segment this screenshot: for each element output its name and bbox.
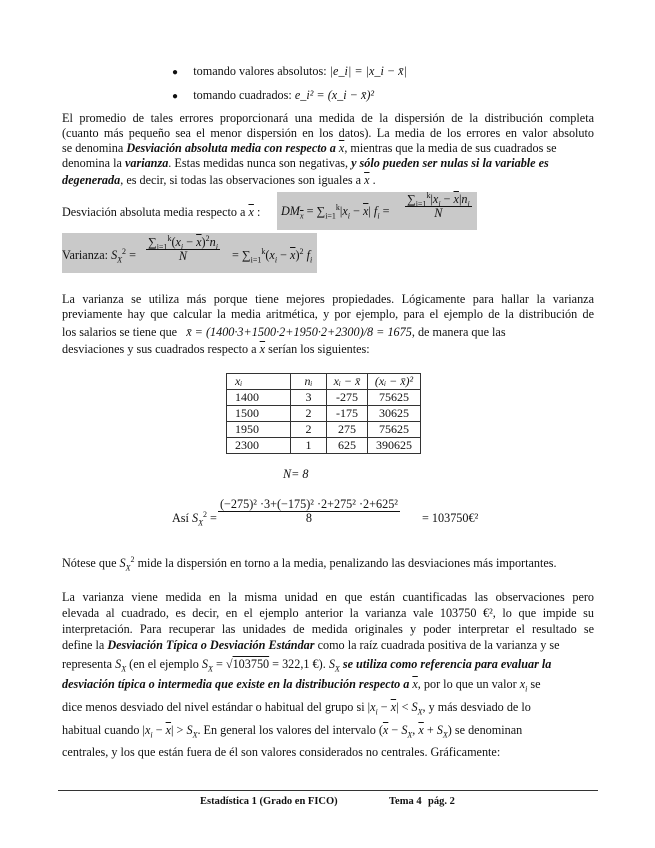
bullet-abs: ● tomando valores absolutos: |e_i| = |x_i − x̄| (172, 64, 407, 78)
asi-result: = 103750€² (422, 511, 479, 525)
varianza-label: Varianza: $S_X^2$ = (62, 246, 136, 265)
para1-line4: denomina la varianza. Estas medidas nunca son negativas, y sólo pueden ser nulas si la variable es (62, 156, 549, 170)
para3-line6: desviación típica o intermedia que existe en la distribución respecto a $\overline{x}$, por lo que un valor $x_i$ se (62, 677, 541, 694)
para2-line3: los salarios se tiene que x̄ = (1400·3+1500·2+1950·2+2300)/8 = 1675, de manera que las (62, 325, 506, 339)
para3-line5: representa $S_X$ (en el ejemplo $S_X = √103750 = 322,1$ €). $S_X$ se utiliza como referencia para evaluar la (62, 657, 552, 674)
para2-line2: previamente hay que calcular la media aritmética, y por ejemplo, para el ejemplo de la distribución de (62, 307, 594, 321)
para3-line2: elevada al cuadrado, es decir, en el ejemplo anterior la varianza vale 103750 €², lo que impide su (62, 606, 594, 620)
deviation-table (226, 373, 421, 454)
para3-line9: centrales, y los que están fuera de él son valores considerados no centrales. Gráficamente: (62, 745, 501, 759)
footer-course: Estadística 1 (Grado en FICO) (200, 796, 338, 807)
para2-line4: desviaciones y sus cuadrados respecto a $\overline{x}$ serían los siguientes: (62, 342, 370, 356)
footer-rule (58, 790, 598, 791)
para3-line8: habitual cuando $|x_i - \overline{x}| > S_X$. En general los valores del intervalo ($\overline{x} - S_X$, $\overline{x} + S_X$) se denominan (62, 723, 523, 740)
table-row: 2300 1 625 390625 (227, 438, 421, 454)
table-header: xᵢ nᵢ xᵢ − x̄ (xᵢ − x̄)² (227, 374, 421, 390)
bullet-sq: ● tomando cuadrados: e_i² = (x_i − x̄)² (172, 88, 375, 102)
document-page: ● tomando valores absolutos: |e_i| = |x_i − x̄| ● tomando cuadrados: e_i² = (x_i − x̄)² El promedio de tales errores proporcionará una medida de la dispersión de la distribución completa (cuanto más pequeño sea el menor dispersión en los datos). La media de los errores en valor absoluto se denomina Desviación absoluta media con respecto a $\overline{x}$, mientras que la media de sus cuadrados se denomina la varianza. Estas medidas nunca son negativas, y sólo pueden ser nulas si la variable es degenerada, es decir, si todas las observaciones son iguales a $\overline{x}$ . Desviación absoluta media respecto a $\overline{x}$ : $DM_{\overline{x}} = \sum_{i=1}^k|x_i - \overline{x}|$ $f_i$ = $\frac{\sum_{i=1}^k|x_i - \overline{x}|n_i}{N}$ Varianza: $S_X^2$ = $\frac{\sum_{i=1}^k(x_i - \overline{x})^2n_i}{N}$ = $\sum_{i=1}^k(x_i - \overline{x})^2$ $f_i$ La varianza se utiliza más porque tiene mejores propiedades. Lógicamente para hallar la varianza previamente hay que calcular la media aritmética, y por ejemplo, para el ejemplo de la distribución de los salarios se tiene que x̄ = (1400·3+1500·2+1950·2+2300)/8 = 1675, de manera que las desviaciones y sus cuadrados respecto a $\overline{x}$ serían los siguientes: xᵢ nᵢ xᵢ − x̄ (xᵢ − x̄)² 1400 3 -275 75625 1500 2 -175 30625 1950 2 275 75625 2300 1 625 390625 N= 8 Así $S_X^2$ = $\frac{\text{(−275)² ·3+(−175)² ·2+275² ·2+625²}}{8}$ = 103750€² Nótese que $S_X^2$ mide la dispersión en torno a la media, penalizando las desviaciones más importantes. La varianza viene medida en la misma unidad en que están cuantificadas las observaciones pero elevada al cuadrado, es decir, en el ejemplo anterior la varianza vale 103750 €², lo que impide su interpretación. Para recuperar las unidades de medida originales y poder interpretar el resultado se define la Desviación Típica o Desviación Estándar como la raíz cuadrada positiva de la varianza y se representa $S_X$ (en el ejemplo $S_X = √103750 = 322,1$ €). $S_X$ se utiliza como referencia para evaluar la desviación típica o intermedia que existe en la distribución respecto a $\overline{x}$, por lo que un valor $x_i$ se dice menos desviado del nivel estándar o habitual del grupo si $|x_i - \overline{x}| < S_X$, y más desviado de lo habitual cuando $|x_i - \overline{x}| > S_X$. En general los valores del intervalo ($\overline{x} - S_X$, $\overline{x} + S_X$) se denominan centrales, y los que están fuera de él son valores considerados no centrales. Gráficamente: Estadística 1 (Grado en FICO) Tema 4 pág. 2 (0, 0, 655, 848)
para2-line1: La varianza se utiliza más porque tiene mejores propiedades. Lógicamente para hallar la varianza (62, 292, 594, 306)
dm-formula-box: $DM_{\overline{x}} = \sum_{i=1}^k|x_i - \overline{x}|$ $f_i$ = $\frac{\sum_{i=1}^k|x_i - \overline{x}|n_i}{N}$ (277, 192, 477, 230)
footer-tema: Tema 4 (389, 796, 422, 807)
table-total: N= 8 (283, 467, 309, 481)
para3-line4: define la Desviación Típica o Desviación Estándar como la raíz cuadrada positiva de la varianza y se (62, 638, 560, 652)
para3-line7: dice menos desviado del nivel estándar o habitual del grupo si $|x_i - \overline{x}| < S_X$, y más desviado de lo (62, 700, 531, 717)
para3-line3: interpretación. Para recuperar las unidades de medida originales y poder interpretar el resultado se (62, 622, 594, 636)
asi-formula: Así $S_X^2$ = (172, 509, 217, 528)
table-row: 1400 3 -275 75625 (227, 390, 421, 406)
dm-formula: $DM_{\overline{x}} = \sum_{i=1}^k|x_i - \overline{x}|$ $f_i$ = (281, 202, 390, 221)
para3-line1: La varianza viene medida en la misma unidad en que están cuantificadas las observaciones pero (62, 590, 594, 604)
varianza-box (62, 233, 317, 273)
para1-line5: degenerada, es decir, si todas las observaciones son iguales a $\overline{x}$ . (62, 173, 376, 187)
table-row: 1950 2 275 75625 (227, 422, 421, 438)
notese-line: Nótese que $S_X^2$ mide la dispersión en torno a la media, penalizando las desviaciones más importantes. (62, 554, 557, 573)
footer-page: pág. 2 (428, 796, 455, 807)
para1-line3: se denomina Desviación absoluta media con respecto a $\overline{x}$, mientras que la media de sus cuadrados se (62, 141, 557, 155)
varianza-fraction: $\frac{\sum_{i=1}^k(x_i - \overline{x})^2n_i}{N}$ (148, 233, 218, 263)
varianza-sum: = $\sum_{i=1}^k(x_i - \overline{x})^2$ $f_i$ (232, 246, 313, 265)
table-row: 1500 2 -175 30625 (227, 406, 421, 422)
para1-line1: El promedio de tales errores proporcionará una medida de la dispersión de la distribución completa (62, 111, 594, 125)
para1-line2: (cuanto más pequeño sea el menor dispersión en los datos). La media de los errores en valor absoluto (62, 126, 594, 140)
formula-abs: |e_i| = |x_i − x̄| (329, 64, 407, 78)
formula-sq: e_i² = (x_i − x̄)² (294, 88, 375, 102)
dm-label: Desviación absoluta media respecto a $\overline{x}$ : (62, 205, 261, 219)
